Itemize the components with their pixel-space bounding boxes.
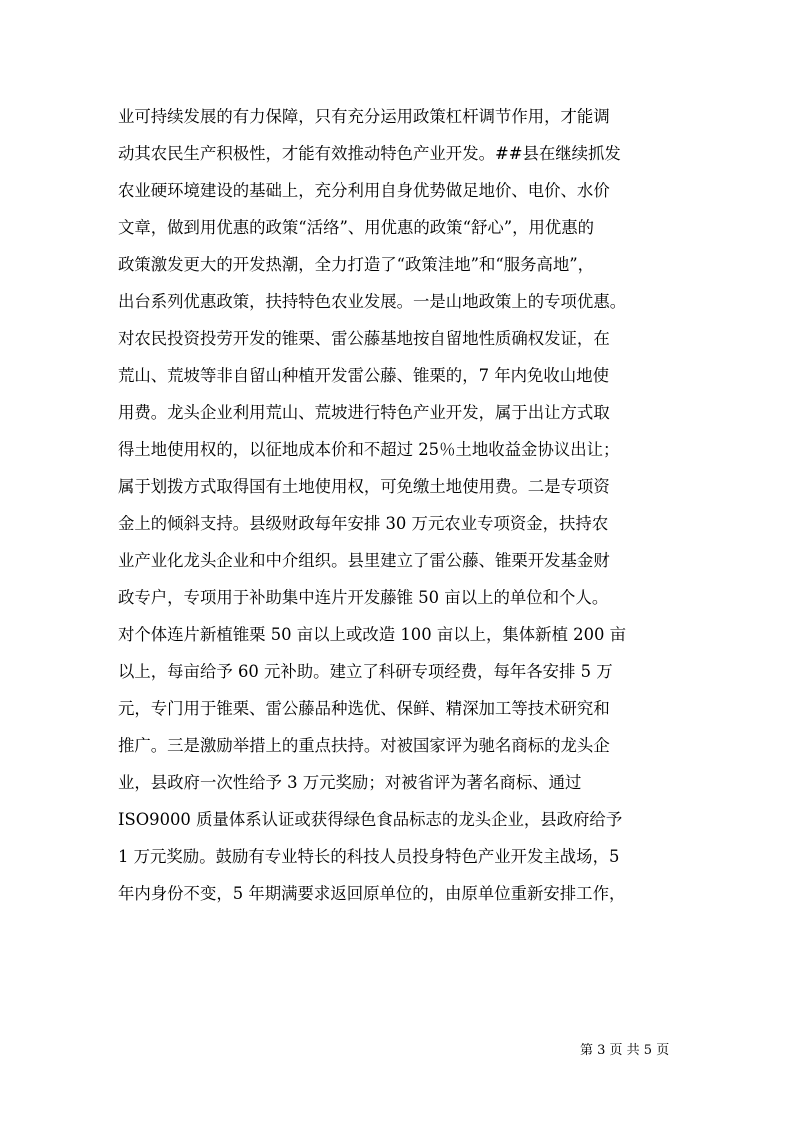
text-line: 以上，每亩给予 60 元补助。建立了科研专项经费，每年各安排 5 万 (118, 662, 613, 681)
text-line: 业产业化龙头企业和中介组织。县里建立了雷公藤、锥栗开发基金财 (118, 551, 610, 570)
page-number-footer: 第 3 页 共 5 页 (580, 1043, 670, 1058)
text-line: 政专户，专项用于补助集中连片开发藤锥 50 亩以上的单位和个人。 (118, 588, 609, 607)
text-line: 对农民投资投劳开发的锥栗、雷公藤基地按自留地性质确权发证，在 (118, 329, 610, 348)
text-line: 出台系列优惠政策，扶持特色农业发展。一是山地政策上的专项优惠。 (118, 292, 627, 311)
text-line: 元，专门用于锥栗、雷公藤品种选优、保鲜、精深加工等技术研究和 (118, 699, 610, 718)
text-line: 政策激发更大的开发热潮，全力打造了“政策洼地”和“服务高地”， (118, 255, 595, 274)
text-line: 年内身份不变，5 年期满要求返回原单位的，由原单位重新安排工作， (118, 884, 626, 903)
text-line: 动其农民生产积极性，才能有效推动特色产业开发。##县在继续抓发 (118, 144, 621, 163)
text-line: 荒山、荒坡等非自留山种植开发雷公藤、锥栗的，7 年内免收山地使 (118, 366, 609, 385)
text-line: 业可持续发展的有力保障，只有充分运用政策杠杆调节作用，才能调 (118, 107, 610, 126)
text-line: 对个体连片新植锥栗 50 亩以上或改造 100 亩以上，集体新植 200 亩 (118, 625, 627, 644)
text-line: 用费。龙头企业利用荒山、荒坡进行特色产业开发，属于出让方式取 (118, 403, 610, 422)
text-line: 属于划拨方式取得国有土地使用权，可免缴土地使用费。二是专项资 (118, 477, 610, 496)
text-line: 业，县政府一次性给予 3 万元奖励；对被省评为著名商标、通过 (118, 773, 582, 792)
text-line: 农业硬环境建设的基础上，充分利用自身优势做足地价、电价、水价 (118, 181, 610, 200)
text-line: 推广。三是激励举措上的重点扶持。对被国家评为驰名商标的龙头企 (118, 736, 610, 755)
text-line: 金上的倾斜支持。县级财政每年安排 30 万元农业专项资金，扶持农 (118, 514, 609, 533)
text-line: 得土地使用权的，以征地成本价和不超过 25％土地收益金协议出让； (118, 440, 620, 459)
text-line: 文章，做到用优惠的政策“活络”、用优惠的政策“舒心”，用优惠的 (118, 218, 595, 237)
body-text (118, 98, 688, 912)
text-line: 1 万元奖励。鼓励有专业特长的科技人员投身特色产业开发主战场，5 (118, 847, 620, 866)
text-line: ISO9000 质量体系认证或获得绿色食品标志的龙头企业，县政府给予 (118, 810, 623, 829)
